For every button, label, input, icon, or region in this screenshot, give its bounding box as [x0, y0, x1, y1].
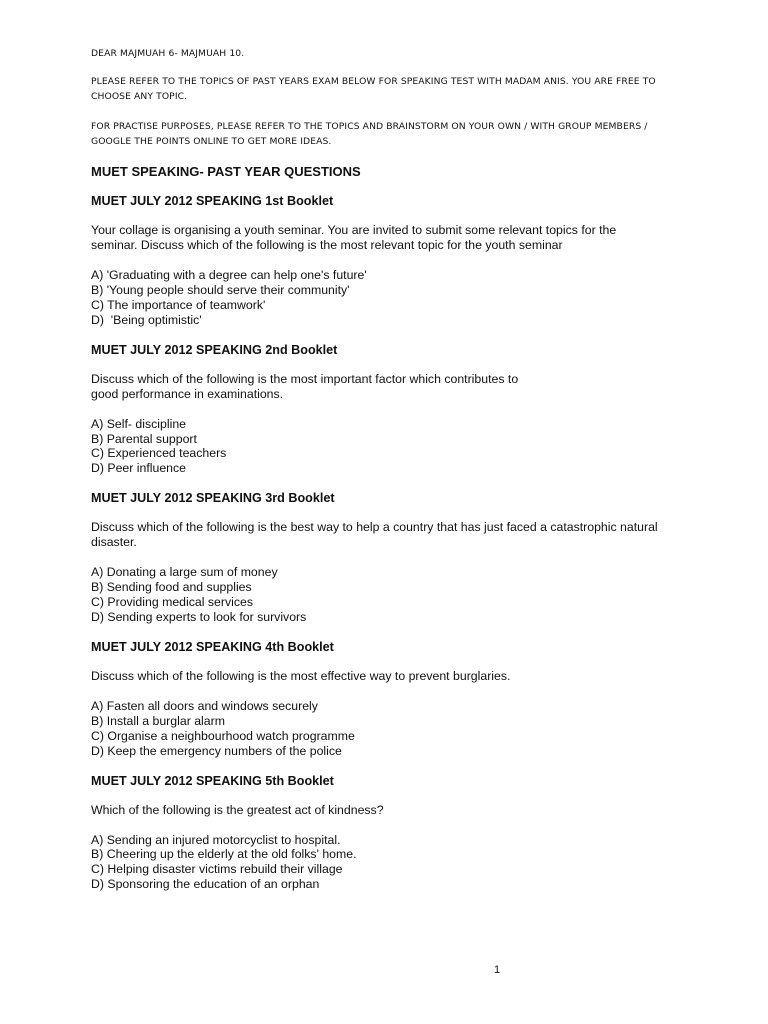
- option-list: [91, 268, 691, 328]
- option-item: A) Donating a large sum of money: [91, 565, 278, 580]
- option-item: D) Sponsoring the education of an orphan: [91, 877, 320, 892]
- option-item: C) Providing medical services: [91, 595, 253, 610]
- booklet-prompt: Discuss which of the following is the best way to help a country that has just faced a catastrophic natural disaster.: [91, 520, 658, 550]
- document-page: [91, 46, 691, 906]
- booklet-section-2: [91, 342, 691, 477]
- page-number: 1: [494, 964, 501, 976]
- option-item: A) 'Graduating with a degree can help one's future': [91, 268, 367, 282]
- booklet-title: MUET JULY 2012 SPEAKING 2nd Booklet: [91, 342, 338, 357]
- greeting-line: DEAR MAJMUAH 6- MAJMUAH 10.: [91, 48, 245, 59]
- booklet-section-5: [91, 773, 691, 893]
- option-item: C) Experienced teachers: [91, 446, 227, 461]
- option-list: [91, 833, 691, 893]
- option-item: C) Organise a neighbourhood watch programme: [91, 728, 355, 743]
- option-item: A) Sending an injured motorcyclist to hospital.: [91, 832, 341, 847]
- option-item: B) Sending food and supplies: [91, 580, 252, 595]
- option-item: A) Fasten all doors and windows securely: [91, 698, 318, 713]
- option-item: B) 'Young people should serve their community': [91, 282, 350, 297]
- booklet-prompt: Discuss which of the following is the most effective way to prevent burglaries.: [91, 668, 511, 683]
- option-item: D) Sending experts to look for survivors: [91, 609, 307, 624]
- option-item: D) Keep the emergency numbers of the police: [91, 743, 342, 758]
- document-title: MUET SPEAKING- PAST YEAR QUESTIONS: [91, 164, 361, 179]
- booklet-section-3: [91, 490, 691, 625]
- option-item: B) Parental support: [91, 431, 197, 446]
- booklet-section-1: [91, 193, 691, 328]
- booklet-title: MUET JULY 2012 SPEAKING 3rd Booklet: [91, 491, 335, 506]
- booklet-title: MUET JULY 2012 SPEAKING 5th Booklet: [91, 773, 334, 788]
- option-item: B) Install a burglar alarm: [91, 713, 225, 728]
- booklet-section-4: [91, 639, 691, 759]
- booklet-prompt: Your collage is organising a youth seminar. You are invited to submit some relevant topics for the seminar. Discuss which of the following is the most relevant topic for the youth seminar: [91, 223, 617, 252]
- instruction-notice: PLEASE REFER TO THE TOPICS OF PAST YEARS EXAM BELOW FOR SPEAKING TEST WITH MADAM ANIS. YOU ARE FREE TO CHOOSE ANY TOPIC.: [91, 76, 656, 102]
- option-item: C) Helping disaster victims rebuild their village: [91, 862, 343, 877]
- option-item: C) The importance of teamwork': [91, 297, 266, 312]
- option-item: D) 'Being optimistic': [91, 312, 202, 327]
- option-item: B) Cheering up the elderly at the old folks' home.: [91, 847, 357, 862]
- option-item: D) Peer influence: [91, 461, 187, 476]
- booklet-title: MUET JULY 2012 SPEAKING 4th Booklet: [91, 639, 334, 654]
- booklet-title: MUET JULY 2012 SPEAKING 1st Booklet: [91, 194, 334, 208]
- booklet-prompt: Which of the following is the greatest act of kindness?: [91, 802, 384, 817]
- option-item: A) Self- discipline: [91, 416, 186, 431]
- option-list: [91, 565, 691, 625]
- option-list: [91, 417, 691, 477]
- option-list: [91, 699, 691, 759]
- practice-notice: FOR PRACTISE PURPOSES, PLEASE REFER TO THE TOPICS AND BRAINSTORM ON YOUR OWN / WITH GROUP MEMBERS / GOOGLE THE POINTS ONLINE TO GET MORE IDEAS.: [91, 121, 648, 147]
- booklet-prompt: Discuss which of the following is the most important factor which contributes to good performance in examinations.: [91, 371, 519, 401]
